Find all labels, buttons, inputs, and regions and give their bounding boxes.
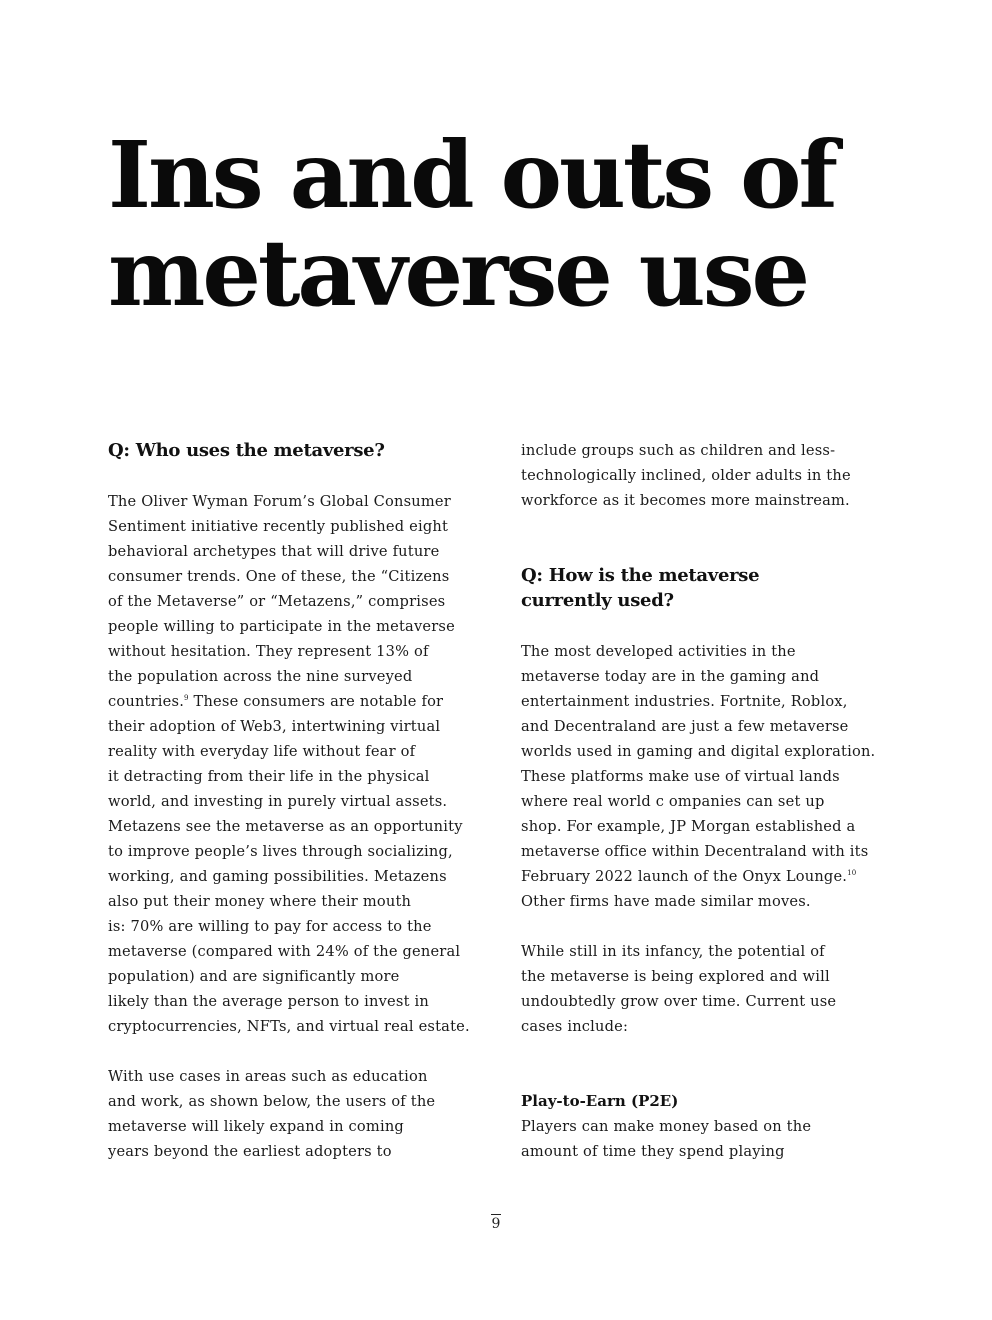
left-paragraph-1 <box>108 489 480 1039</box>
subheading-p2e: Play-to-Earn (P2E) <box>521 1092 679 1110</box>
left-paragraph-2 <box>108 1064 480 1164</box>
text-line: cases include: <box>521 1018 629 1035</box>
text-line: shop. For example, JP Morgan established a <box>521 818 856 835</box>
text-line: it detracting from their life in the physical <box>108 768 430 785</box>
text-line: With use cases in areas such as education <box>108 1068 428 1085</box>
text-line: The most developed activities in the <box>521 643 796 660</box>
text-line: metaverse today are in the gaming and <box>521 668 820 685</box>
text-fragment: countries. <box>108 693 185 710</box>
text-line: undoubtedly grow over time. Current use <box>521 993 837 1010</box>
text-line: their adoption of Web3, intertwining virtual <box>108 718 441 735</box>
text-line: Other firms have made similar moves. <box>521 893 811 910</box>
question-line: currently used? <box>521 590 674 611</box>
text-line: cryptocurrencies, NFTs, and virtual real estate. <box>108 1018 470 1035</box>
question-who-uses: Q: Who uses the metaverse? <box>108 440 385 461</box>
left-column <box>108 438 480 1164</box>
footnote-ref-10: 10 <box>847 869 857 877</box>
text-line: years beyond the earliest adopters to <box>108 1143 392 1160</box>
text-line: likely than the average person to invest in <box>108 993 429 1010</box>
text-line: is: 70% are willing to pay for access to the <box>108 918 432 935</box>
page-number-text: 9 <box>491 1216 501 1232</box>
text-line: also put their money where their mouth <box>108 893 412 910</box>
text-line: The Oliver Wyman Forum’s Global Consumer <box>108 493 451 510</box>
right-continuation <box>521 438 893 513</box>
text-line: working, and gaming possibilities. Metazens <box>108 868 447 885</box>
text-line: worlds used in gaming and digital exploration. <box>521 743 876 760</box>
text-line: the metaverse is being explored and will <box>521 968 830 985</box>
page-title <box>108 121 928 327</box>
text-line: metaverse office within Decentraland with its <box>521 843 869 860</box>
text-line: to improve people’s lives through socializing, <box>108 843 453 860</box>
text-line: amount of time they spend playing <box>521 1143 785 1160</box>
text-line: the population across the nine surveyed <box>108 668 413 685</box>
text-line: and Decentraland are just a few metaverse <box>521 718 849 735</box>
text-line-with-footnote <box>108 689 480 714</box>
text-line: These platforms make use of virtual lands <box>521 768 840 785</box>
text-line: metaverse will likely expand in coming <box>108 1118 404 1135</box>
text-line: reality with everyday life without fear of <box>108 743 416 760</box>
question-how-used <box>521 563 893 613</box>
text-line: entertainment industries. Fortnite, Roblox, <box>521 693 848 710</box>
question-line: Q: How is the metaverse <box>521 565 760 586</box>
text-line: where real world c ompanies can set up <box>521 793 825 810</box>
text-line: people willing to participate in the metaverse <box>108 618 455 635</box>
right-paragraph-1 <box>521 639 893 914</box>
right-paragraph-2 <box>521 939 893 1039</box>
text-line: without hesitation. They represent 13% of <box>108 643 429 660</box>
text-line: Players can make money based on the <box>521 1118 812 1135</box>
text-fragment: February 2022 launch of the Onyx Lounge. <box>521 868 848 885</box>
right-column <box>521 438 893 1164</box>
text-line: world, and investing in purely virtual assets. <box>108 793 448 810</box>
text-line: consumer trends. One of these, the “Citizens <box>108 568 450 585</box>
text-line-with-footnote <box>521 864 893 889</box>
text-line: workforce as it becomes more mainstream. <box>521 492 850 509</box>
text-fragment: These consumers are notable for <box>188 693 444 710</box>
right-paragraph-3 <box>521 1114 893 1164</box>
page-number <box>0 1214 992 1233</box>
text-line: and work, as shown below, the users of the <box>108 1093 436 1110</box>
text-line: include groups such as children and less- <box>521 442 836 459</box>
text-line: technologically inclined, older adults in the <box>521 467 851 484</box>
text-line: population) and are significantly more <box>108 968 400 985</box>
text-line: behavioral archetypes that will drive future <box>108 543 440 560</box>
text-line: metaverse (compared with 24% of the general <box>108 943 461 960</box>
text-line: of the Metaverse” or “Metazens,” comprises <box>108 593 446 610</box>
footnote-ref-9: 9 <box>184 694 189 702</box>
text-line: While still in its infancy, the potential of <box>521 943 825 960</box>
title-line-2: metaverse use <box>108 219 808 327</box>
title-line-1: Ins and outs of <box>108 121 836 229</box>
text-line: Sentiment initiative recently published eight <box>108 518 449 535</box>
text-line: Metazens see the metaverse as an opportunity <box>108 818 463 835</box>
